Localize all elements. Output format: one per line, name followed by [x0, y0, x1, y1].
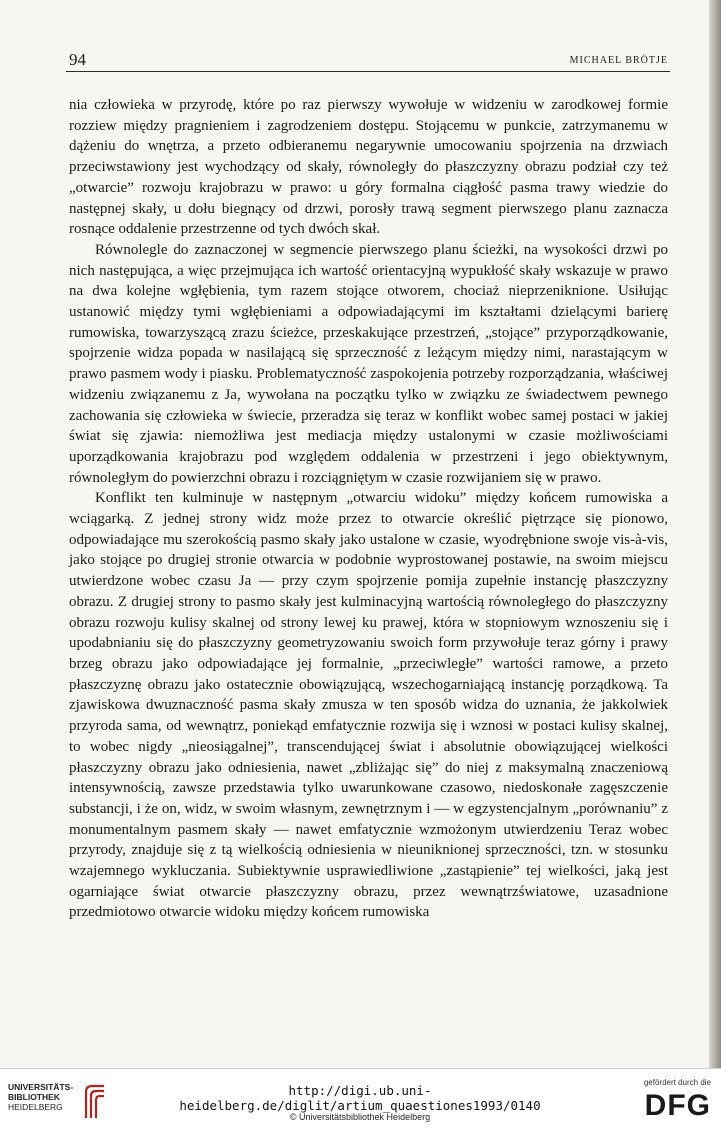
library-line-2: BIBLIOTHEK	[8, 1092, 60, 1102]
library-logo[interactable]	[8, 1082, 128, 1126]
running-head	[66, 50, 670, 72]
paragraph-3: Konflikt ten kulminuje w następnym „otwarciu widoku” między końcem rumowiska a wciągarką. Z jednej strony widz może przez to otwarcie określić piętrzące się pionowo, odpowiadające mu szerokością pasmo skały jako ustalone w czasie, wyodrębnione swoje vis-à-vis, jako stojące po drugiej stronie otwarcia w podobnie wyprostowanej postawie, na swoim miejscu utwierdzone wobec czasu Ja — przy czym spojrzenie pomija zupełnie instancję płaszczyzny obrazu. Z drugiej strony to pasmo skały jest kulminacyjną wartością równoległego do płaszczyzny obrazu rozwoju kulisy skalnej od strony lewej ku prawej, która w stopniowym wznoszeniu się i upodabnianiu się do płaszczyzny geometryzowaniu swoich form przywołuje teraz górny i prawy brzeg obrazu jako odpowiadające jej formalnie, „przeciwległe” wartości ramowe, a przeto płaszczyznę obrazu jako ostatecznie obowiązującą, wszechogarniającą instancję porządkową. Ta zjawiskowa dwuznaczność pasma skały zmusza w ten sposób widza do uznania, że jakkolwiek przyroda sama, od wewnątrz, poniekąd emfatycznie rozwija się i wznosi w postaci kulisy skalnej, to wobec nigdy „nieosiągalnej”, transcendującej świat i absolutnie obowiązującej wielkości płaszczyzny obrazu jako odniesienia, nawet „zbliżając się” do niej z maksymalną znaczeniową intensywnością, zawsze przedstawia tylko uwarunkowane czasowo, niedoskonałe zagęszczenie substancji, i że on, widz, w swoim własnym, zewnętrznym i — w egzystencjalnym „porównaniu” z monumentalnym pasmem skały — nawet emfatycznie wzmożonym utwierdzeniu Teraz wobec przyrody, znajduje się z tą wielkością odniesienia w nieuniknionej sprzeczności, tzn. w stosunku wzajemnego wykluczania. Subiektywnie usprawiedliwione „zastąpienie” tej wielkości, jaką jest ogarniające świat otwarcie płaszczyzny obrazu, przez wewnątrzświatowe, uzasadnione przedmiotowo otwarcie widoku między końcem rumowiska	[69, 490, 668, 921]
permalink-url[interactable]: http://digi.ub.uni-heidelberg.de/diglit/artium_quaestiones1993/0140	[179, 1083, 541, 1113]
footer-rule	[0, 1068, 721, 1069]
funding-label: gefördert durch die	[643, 1078, 711, 1087]
viewer-footer	[0, 1068, 721, 1132]
library-line-1: UNIVERSITÄTS-	[8, 1082, 74, 1092]
dfg-badge[interactable]	[631, 1078, 711, 1124]
header-rule	[66, 71, 670, 72]
running-author: MICHAEL BRÖTJE	[569, 55, 668, 66]
library-line-3: HEIDELBERG	[8, 1102, 63, 1112]
paragraph-2: Równolegle do zaznaczonej w segmencie pierwszego planu ścieżki, na wysokości drzwi po nich następująca, a więc przejmująca ich wartość orientacyjną wypukłość skały wskazuje w prawo na dwa kolejne wgłębienia, tym razem stojące otworem, chociaż nieprzeniknione. Usiłując ustanowić między tymi wgłębieniami a odpowiadającymi im kształtami dzielącymi barierę rumowiska, towarzyszącą zrazu ścieżce, przeskakujące przestrzeń, „stojące” przyporządkowanie, spojrzenie widza popada w nasilającą się sprzeczność z leżącym między nimi, narastającym w prawo pasmem wody i piasku. Problematyczność zaspokojenia potrzeby rozporządzania, właściwej widzeniu związanemu z Ja, wywołana na początku tylko w związku ze świadectwem pewnego zachowania się człowieka w świecie, przeradza się teraz w konflikt wobec samej postaci w jakiej świat się zjawia: niemożliwa jest mediacja między ustalonymi w czasie możliwościami uporządkowania krajobrazu pod względem oddalenia w przestrzeni i jego obiektywnym, równoległym do powierzchni obrazu i rozciągniętym w czasie rozwijaniem się w prawo.	[69, 241, 668, 486]
library-name	[8, 1082, 73, 1112]
library-mark-icon	[82, 1082, 108, 1122]
body-text	[69, 95, 668, 923]
paragraph-1: nia człowieka w przyrodę, które po raz pierwszy wywołuje w widzeniu w zarodkowej formie rozziew między pragnieniem i zagrodzeniem dostępu. Stojącemu w punkcie, zatrzymanemu w dążeniu do wnętrza, a przeto odbieranemu negarywnie umocowaniu spojrzenia na drzwiach przeciwstawiony jest wychodzący od skały, równoległy do płaszczyzny obrazu podział czy też „otwarcie” rozwoju krajobrazu w prawo: u góry formalna ciągłość pasma trawy wiedzie do następnej skały, u dołu biegnący od drzwi, porosły trawą segment pierwszego planu zaznacza rosnące oddalenie przestrzenne od tych dwóch skał.	[69, 97, 668, 238]
page-number: 94	[69, 50, 86, 69]
page-edge-shadow	[709, 0, 721, 1068]
copyright-notice: © Universitätsbibliothek Heidelberg	[289, 1112, 431, 1122]
dfg-logo: DFG	[644, 1089, 711, 1122]
